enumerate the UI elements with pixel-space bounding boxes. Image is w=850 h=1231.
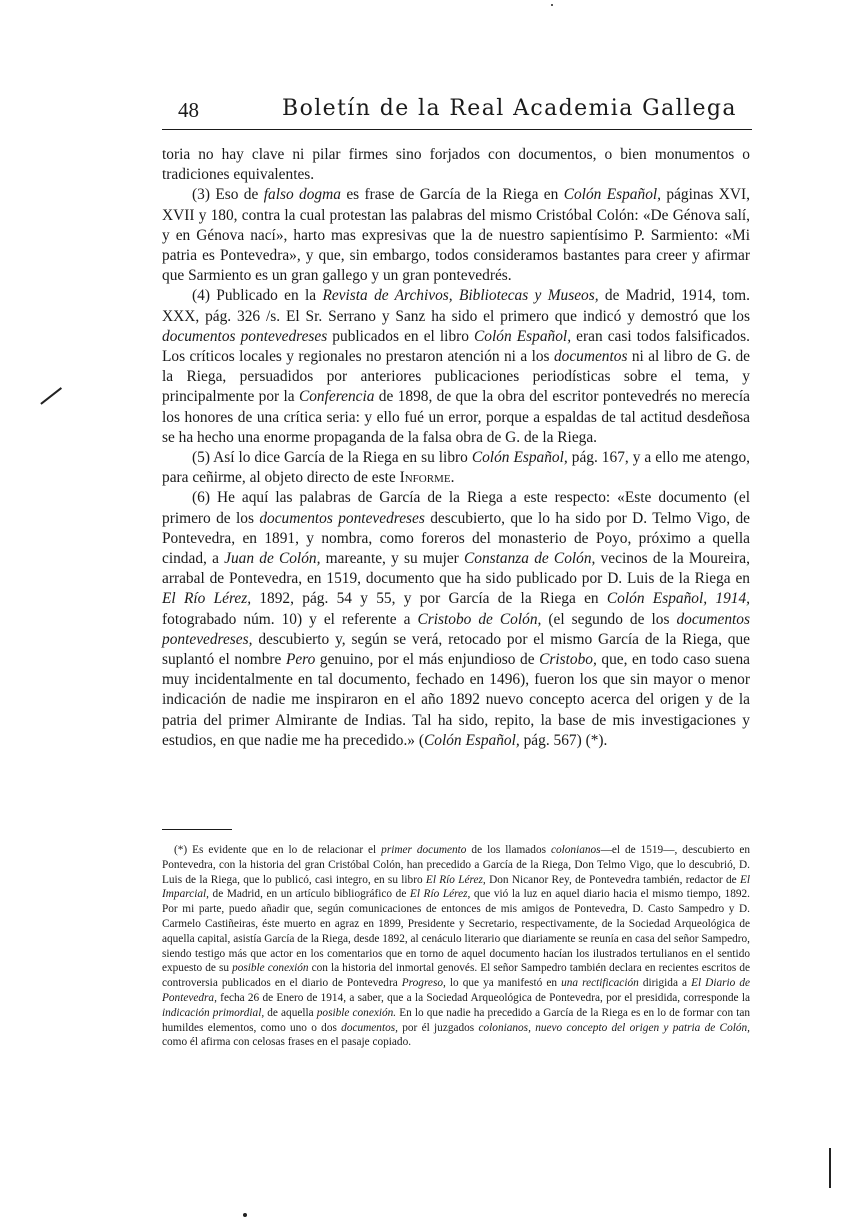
running-title: Boletín de la Real Academia Gallega [282,96,737,121]
margin-pencil-mark [40,387,61,404]
header-rule [162,129,752,130]
note-3-paragraph: (3) Eso de falso dogma es frase de García de la Riega en Colón Español, páginas XVI, XVII y 180, contra la cual protestan las palabras del mismo Cristóbal Colón: «De Génova salí, y en Génova nací», harto mas expresivas que la de nuestro sapientísimo P. Sarmiento: «Mi patria es Pontevedra», y que, sin embargo, todos consideramos bastantes para creer y afirmar que Sarmiento es un gran gallego y un gran pontevedrés. [162,186,750,285]
note-5-paragraph: (5) Así lo dice García de la Riega en su libro Colón Español, pág. 167, y a ello me atengo, para ceñirme, al objeto directo de este Informe. [162,449,750,487]
note-6-paragraph: (6) He aquí las palabras de García de la Riega a este respecto: «Este documento (el primero de los documentos pontevedreses descubierto, que lo ha sido por D. Telmo Vigo, de Pontevedra, en 1891, y nombra, como foreros del monasterio de Poyo, próximo a quella cindad, a Juan de Colón, mareante, y su mujer Constanza de Colón, vecinos de la Moureira, arrabal de Pontevedra, en 1519, documento que ha sido publicado por D. Luis de la Riega en El Río Lérez, 1892, pág. 54 y 55, y por García de la Riega en Colón Español, 1914, fotograbado núm. 10) y el referente a Cristobo de Colón, (el segundo de los documentos pontevedreses, descubierto y, según se verá, retocado por el mismo García de la Riega, que suplantó el nombre Pero genuino, por el más enjundioso de Cristobo, que, en todo caso suena muy incidentalmente en tal documento, fechado en 1496), fueron los que sin mayor o menor indicación de nadie me inspiraron en el año 1892 nuevo concepto acerca del origen y de la patria del primer Almirante de Indias. Tal ha sido, repito, la base de mis investigaciones y estudios, en que nadie me ha precedido.» (Colón Español, pág. 567) (*). [162,489,750,749]
body-text [162,145,750,751]
footnote-rule [162,829,232,830]
scan-edge-mark [829,1148,831,1188]
footnote: (*) Es evidente que en lo de relacionar el primer documento de los llamados colonianos—el de 1519—, descubierto en Pontevedra, con la historia del gran Cristóbal Colón, han precedido a García de la Riega, Don Telmo Vigo, que lo descubrió, D. Luis de la Riega, que lo publicó, casi integro, en su libro El Río Lérez, Don Nicanor Rey, de Pontevedra también, redactor de El Imparcial, de Madrid, en un artículo bibliográfico de El Río Lérez, que vió la luz en aquel diario hacia el mismo tiempo, 1892. Por mi parte, puedo añadir que, según comunicaciones de entonces de mis amigos de Pontevedra, D. Casto Sampedro y D. Carmelo Castiñeiras, éste muerto en agraz en 1899, Presidente y Secretario, respectivamente, de la Sociedad Arqueológica de aquella capital, asistía García de la Riega, desde 1892, al cenáculo literario que diariamente se reunía en casa del señor Sampedro, siendo testigo más que actor en los comentarios que en torno de aquel documento hacían los ilustrados tertulianos en el sentido expuesto de su posible conexión con la historia del inmortal genovés. El señor Sampedro también declara en recientes escritos de controversia publicados en el diario de Pontevedra Progreso, lo que ya manifestó en una rectificación dirigida a El Diario de Pontevedra, fecha 26 de Enero de 1914, a saber, que a la Sociedad Arqueológica de Pontevedra, por el presidida, corresponde la indicación primordial, de aquella posible conexión. En lo que nadie ha precedido a García de la Riega es en lo de formar con tan humildes elementos, como uno o dos documentos, por él juzgados colonianos, nuevo concepto del origen y patria de Colón, como él afirma con celosas frases en el pasaje copiado. [162,844,751,1049]
note-4-paragraph: (4) Publicado en la Revista de Archivos, Bibliotecas y Museos, de Madrid, 1914, tom. XXX, pág. 326 /s. El Sr. Serrano y Sanz ha sido el primero que indicó y demostró que los documentos pontevedreses publicados en el libro Colón Español, eran casi todos falsificados. Los críticos locales y regionales no prestaron atención ni a los documentos ni al libro de G. de la Riega, persuadidos por anteriores publicaciones periodísticas sobre el tema, y principalmente por la Conferencia de 1898, de que la obra del escritor pontevedrés no merecía los honores de una crítica seria: y ello fué un error, porque a espaldas de tal actitud desdeñosa se ha hecho una enorme propaganda de la falsa obra de G. de la Riega. [162,287,750,446]
page-header [162,96,752,130]
scan-speck [551,4,553,6]
page-number: 48 [178,98,199,122]
paragraph-continuation: toria no hay clave ni pilar firmes sino forjados con documentos, o bien monumentos o tradiciones equivalentes. [162,146,750,184]
scan-speck [243,1213,247,1217]
